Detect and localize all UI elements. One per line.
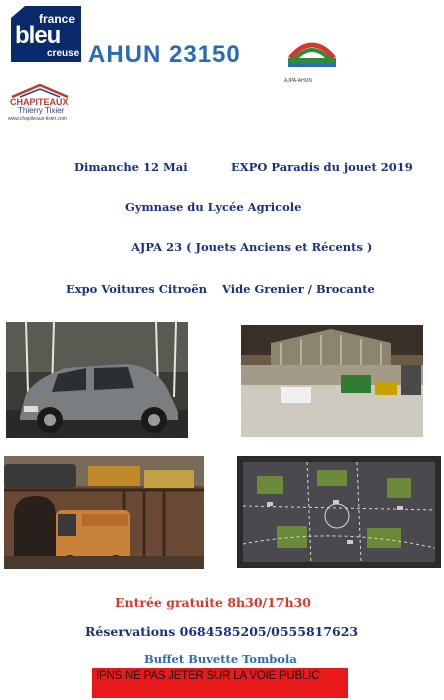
reservations-info: Réservations 0684585205/0555817623: [85, 624, 359, 639]
entry-info: Entrée gratuite 8h30/17h30: [115, 595, 311, 610]
toy-road-mat-photo: [237, 456, 441, 568]
chapiteaux-url: www.chapiteaux-tixier.com: [8, 116, 67, 122]
logo-line2: bleu: [15, 22, 61, 49]
event-venue: Gymnase du Lycée Agricole: [125, 200, 302, 214]
club-logo-caption: AJPA-AHUN: [284, 78, 312, 84]
page-title: AHUN 23150: [88, 41, 241, 68]
tent-roof-icon: [10, 84, 70, 98]
event-expo: EXPO Paradis du jouet 2019: [231, 160, 413, 174]
farm-diorama-photo: [241, 325, 423, 437]
chapiteaux-person: Thierry Tixier: [18, 106, 65, 115]
chapiteaux-name: CHAPITEAUX: [10, 97, 69, 107]
event-activity-fleamarket: Vide Grenier / Brocante: [222, 282, 375, 296]
logo-line3: creuse: [47, 48, 80, 59]
buffet-info: Buffet Buvette Tombola: [144, 652, 297, 666]
event-organizer: AJPA 23 ( Jouets Anciens et Récents ): [131, 240, 373, 254]
train-diorama-photo: [4, 456, 204, 569]
club-logo-icon: [284, 28, 340, 78]
event-activity-cars: Expo Voitures Citroën: [66, 282, 208, 296]
france-bleu-logo: [11, 6, 81, 62]
logo-line1: france: [39, 12, 76, 26]
notice-text: IPNS NE PAS JETER SUR LA VOIE PUBLIC: [96, 670, 320, 682]
event-date: Dimanche 12 Mai: [74, 160, 188, 174]
citroen-2cv-photo: [6, 322, 188, 438]
